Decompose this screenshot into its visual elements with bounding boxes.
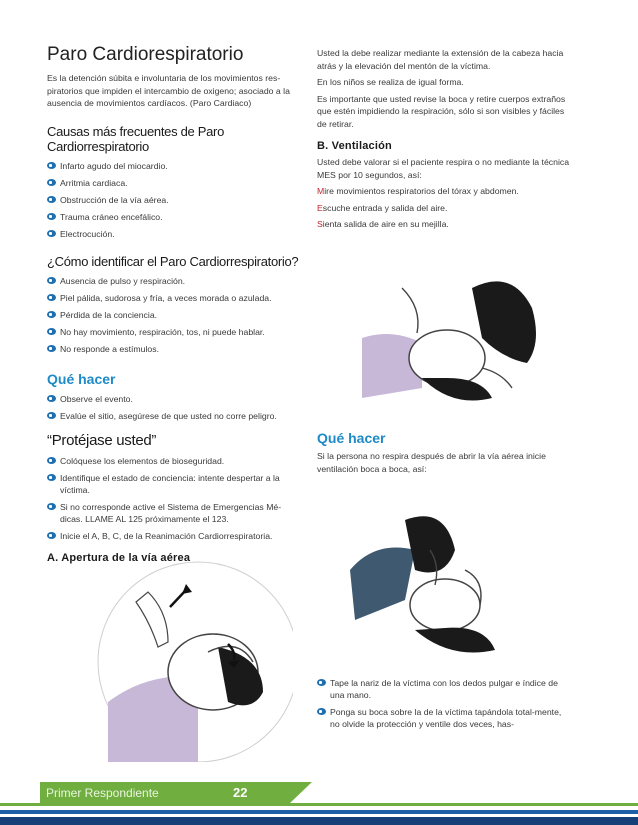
bullet-icon xyxy=(47,457,56,464)
list-item: Inicie el A, B, C, de la Reanimación Cardiorrespiratoria. xyxy=(47,530,299,542)
right-final-steps xyxy=(317,677,572,735)
airway-opening-illustration xyxy=(88,552,293,762)
bullet-icon xyxy=(47,328,56,335)
list-item: Ponga su boca sobre la de la víctima tapándola total-mente, no olvide la protección y ventile dos veces, has- xyxy=(317,706,572,730)
mes-item: Escuche entrada y salida del aire. xyxy=(317,202,448,213)
identify-heading: ¿Cómo identificar el Paro Cardiorrespiratorio? xyxy=(47,253,299,269)
list-item: Ausencia de pulso y respiración. xyxy=(47,275,299,287)
protect-heading: “Protéjase usted” xyxy=(47,431,157,449)
bullet-icon xyxy=(317,708,326,715)
page-title: Paro Cardiorespiratorio xyxy=(47,44,244,65)
bullet-icon xyxy=(47,311,56,318)
list-item: Obstrucción de la vía aérea. xyxy=(47,194,299,206)
list-item: Infarto agudo del miocardio. xyxy=(47,160,299,172)
list-item: Piel pálida, sudorosa y fría, a veces morada o azulada. xyxy=(47,292,299,304)
list-item: Evalúe el sitio, asegúrese de que usted no corre peligro. xyxy=(47,410,299,422)
list-item: No responde a estímulos. xyxy=(47,343,299,355)
bullet-icon xyxy=(47,230,56,237)
mes-item: Mire movimientos respiratorios del tórax y abdomen. xyxy=(317,186,519,196)
list-item: Colóquese los elementos de bioseguridad. xyxy=(47,455,299,467)
breathing-check-illustration xyxy=(352,248,564,413)
section-b-heading: B. Ventilación xyxy=(317,140,392,152)
what-to-do-heading: Qué hacer xyxy=(47,370,116,387)
causes-list xyxy=(47,160,299,240)
children-text: En los niños se realiza de igual forma. xyxy=(317,77,464,87)
list-item: Si no corresponde active el Sistema de Emergencias Mé-dicas. LLAME AL 125 próximamente el 123. xyxy=(47,501,299,525)
what-to-do-list xyxy=(47,393,299,422)
bullet-icon xyxy=(47,474,56,481)
list-item: Arritmia cardiaca. xyxy=(47,177,299,189)
list-item: Trauma cráneo encefálico. xyxy=(47,211,299,223)
bullet-icon xyxy=(47,345,56,352)
section-a-heading: A. Apertura de la vía aérea xyxy=(47,551,191,564)
mes-intro-text: Usted debe valorar si el paciente respira o no mediante la técnica MES por 10 segundos, así: xyxy=(317,157,570,180)
identify-list xyxy=(47,275,299,355)
right-what-to-do xyxy=(317,430,572,479)
protect-list xyxy=(47,455,299,542)
bullet-icon xyxy=(47,412,56,419)
what-to-do-text: Si la persona no respira después de abrir la vía aérea inicie ventilación boca a boca, así: xyxy=(317,451,546,474)
airway-text: Usted la debe realizar mediante la extensión de la cabeza hacia atrás y la elevación del mentón de la víctima. xyxy=(317,48,564,71)
final-steps-list xyxy=(317,677,572,730)
bullet-icon xyxy=(47,395,56,402)
bullet-icon xyxy=(47,532,56,539)
what-to-do-heading-right: Qué hacer xyxy=(317,430,386,446)
intro-text: Es la detención súbita e involuntaria de los movimientos res-piratorios que impiden el intercambio de oxigeno; asociado a la ausencia de movimientos cardíacos. (Paro Cardiaco) xyxy=(47,73,290,108)
rescue-breathing-illustration xyxy=(345,510,520,660)
right-column xyxy=(317,47,572,235)
footer-label: Primer Respondiente xyxy=(46,786,159,800)
mouth-check-text: Es importante que usted revise la boca y retire cuerpos extraños que estén impidiendo la respiración, sólo si son visibles y fáciles de retirar. xyxy=(317,93,566,129)
page-footer xyxy=(0,782,638,825)
bullet-icon xyxy=(47,196,56,203)
page-number: 22 xyxy=(233,785,248,800)
left-column xyxy=(47,44,299,568)
list-item: Tape la nariz de la víctima con los dedos pulgar e índice de una mano. xyxy=(317,677,572,701)
bullet-icon xyxy=(47,294,56,301)
causes-heading: Causas más frecuentes de Paro Cardiorrespiratorio xyxy=(47,123,225,154)
bullet-icon xyxy=(317,679,326,686)
list-item: Identifique el estado de conciencia: intente despertar a la víctima. xyxy=(47,472,299,496)
bullet-icon xyxy=(47,503,56,510)
bullet-icon xyxy=(47,179,56,186)
footer-stripe xyxy=(0,817,638,825)
footer-bar-arrow xyxy=(290,782,330,803)
bullet-icon xyxy=(47,213,56,220)
list-item: No hay movimiento, respiración, tos, ni puede hablar. xyxy=(47,326,299,338)
list-item: Observe el evento. xyxy=(47,393,299,405)
list-item: Electrocución. xyxy=(47,228,299,240)
bullet-icon xyxy=(47,162,56,169)
list-item: Pérdida de la conciencia. xyxy=(47,309,299,321)
bullet-icon xyxy=(47,277,56,284)
mes-item: Sienta salida de aire en su mejilla. xyxy=(317,219,449,229)
